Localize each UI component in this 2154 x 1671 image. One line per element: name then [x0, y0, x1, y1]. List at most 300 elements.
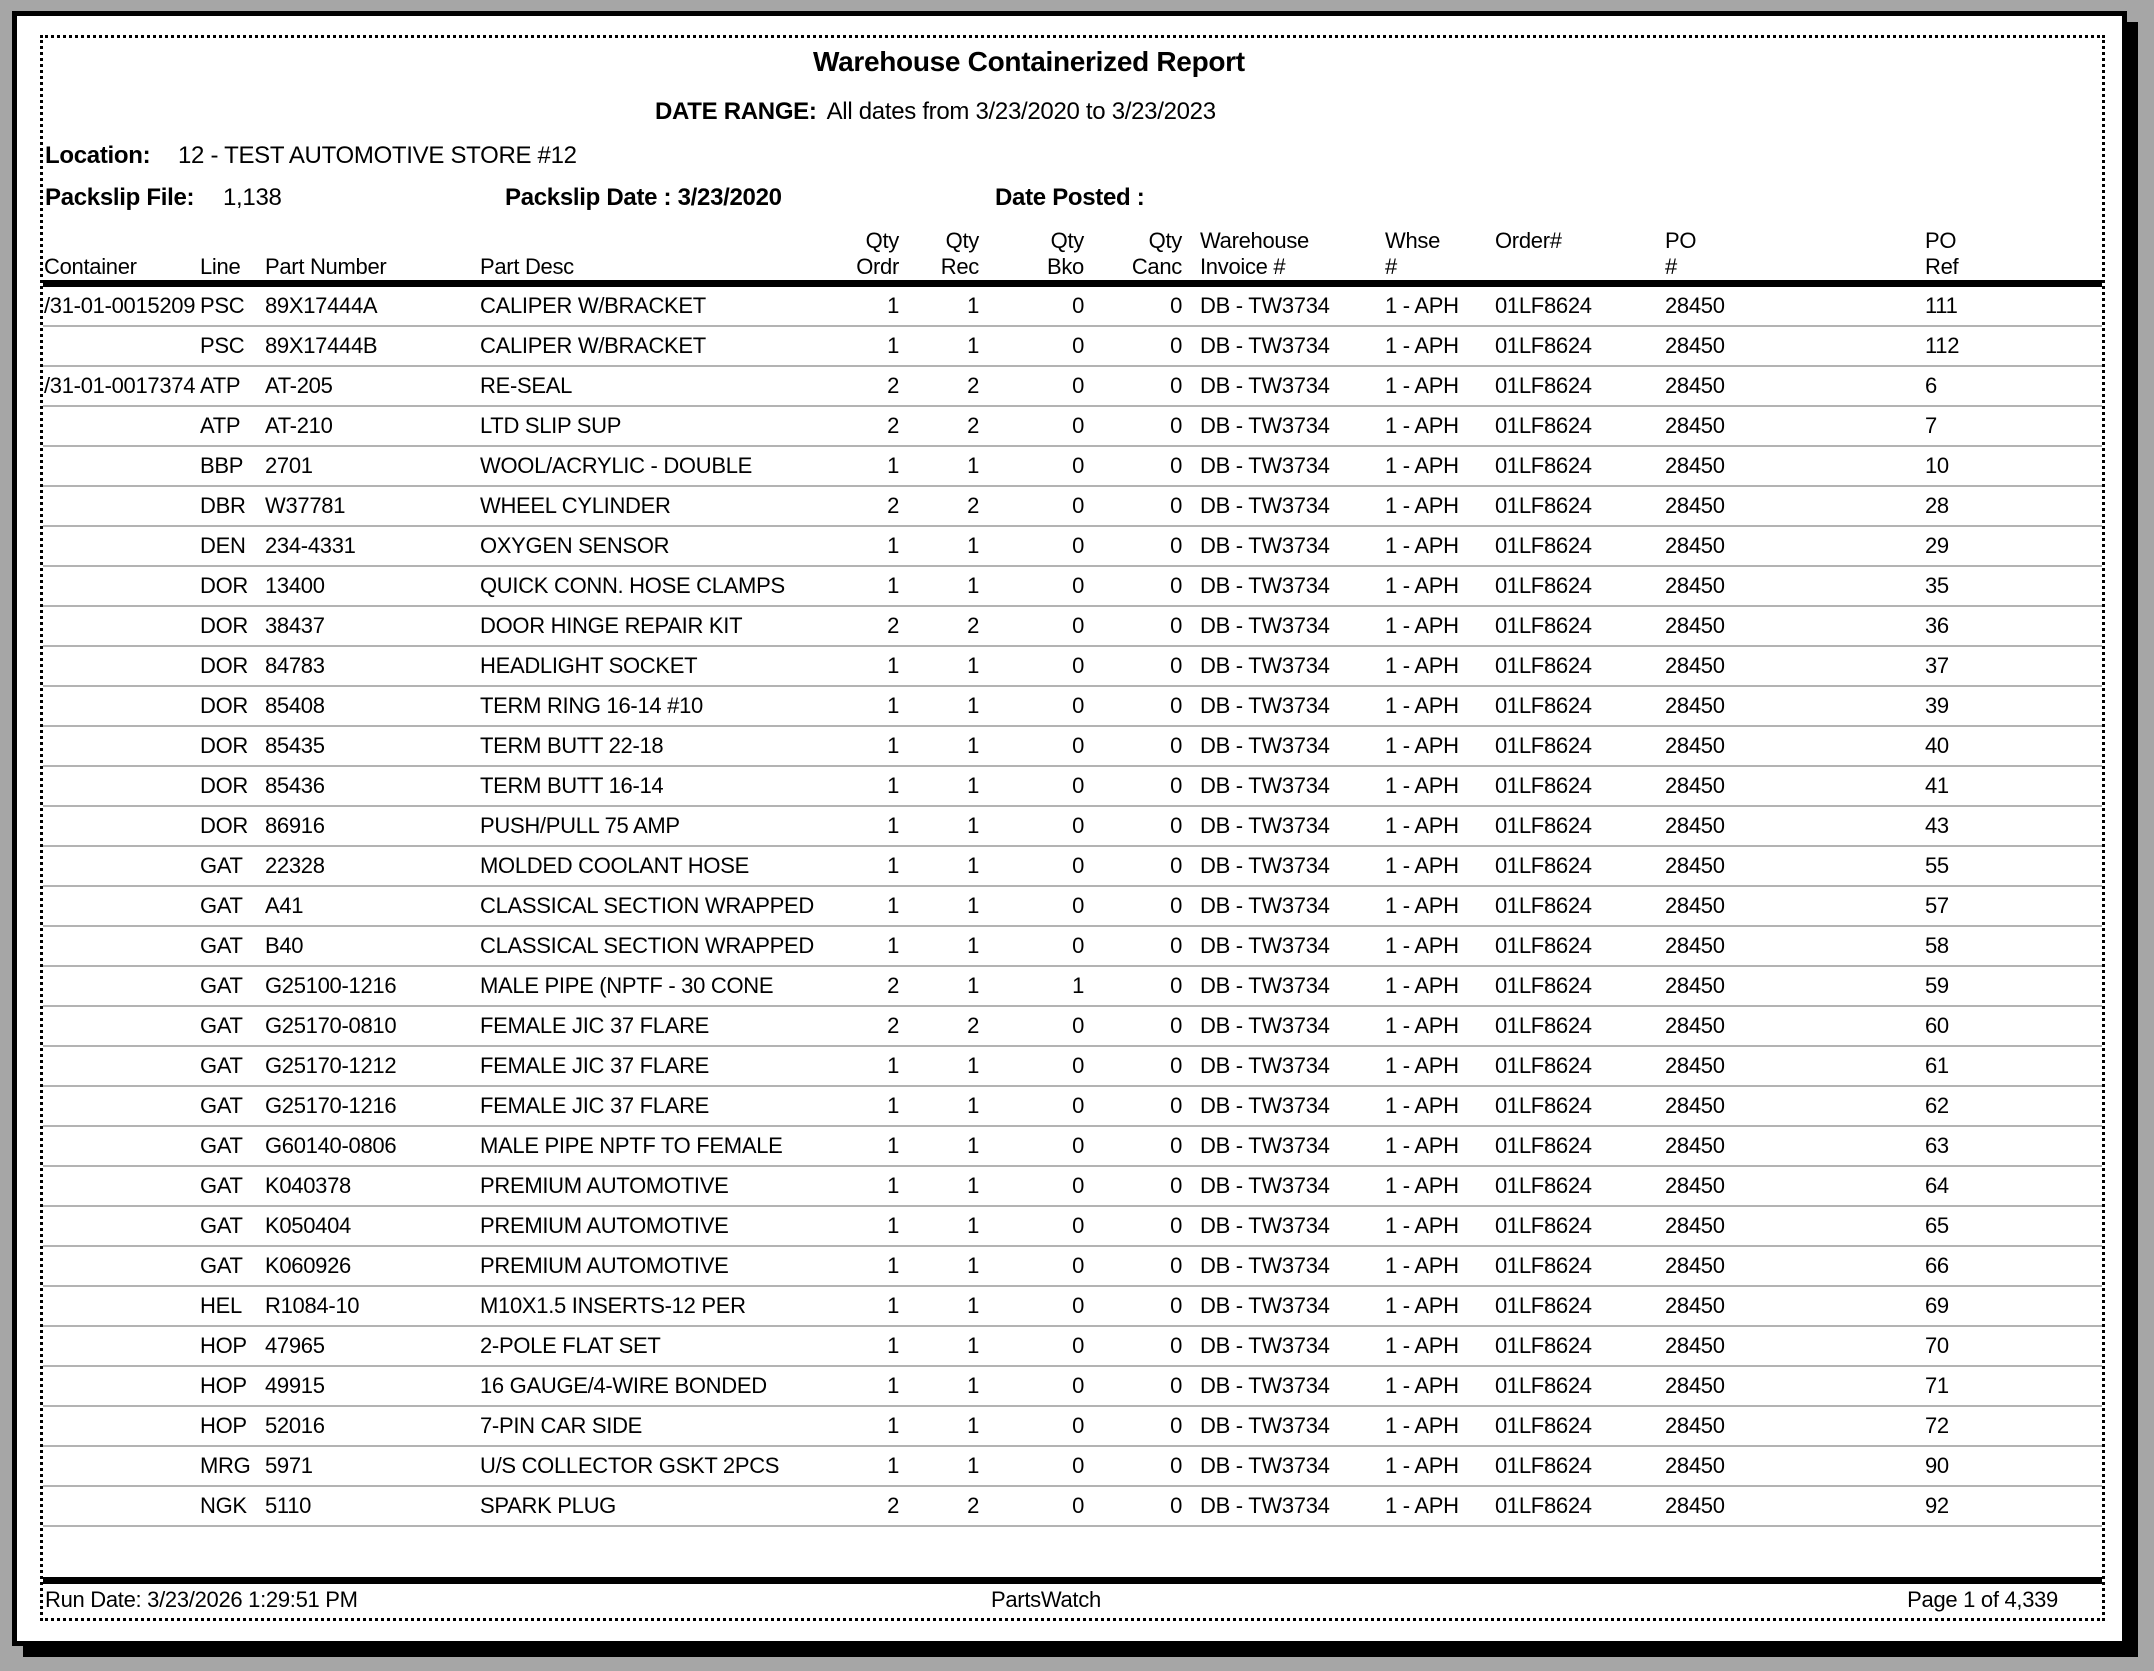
column-header-6: Qty Bko [1046, 228, 1084, 279]
cell-qty-canc: 0 [1170, 1413, 1182, 1438]
cell-po-ref: 36 [1925, 613, 1949, 638]
cell-part-desc: WOOL/ACRYLIC - DOUBLE [480, 453, 753, 478]
cell-invoice: DB - TW3734 [1200, 533, 1330, 558]
table-row [43, 486, 2102, 526]
cell-po: 28450 [1665, 573, 1725, 598]
cell-part-desc: TERM BUTT 22-18 [480, 733, 664, 758]
cell-order: 01LF8624 [1495, 973, 1592, 998]
cell-part-number: K040378 [265, 1173, 351, 1198]
cell-po: 28450 [1665, 693, 1725, 718]
cell-line: GAT [200, 1013, 243, 1038]
cell-qty-ordr: 1 [887, 1093, 899, 1118]
cell-part-desc: CALIPER W/BRACKET [480, 293, 706, 318]
cell-line: PSC [200, 293, 245, 318]
cell-part-number: AT-205 [265, 373, 333, 398]
cell-container [43, 926, 198, 966]
cell-part-desc: RE-SEAL [480, 373, 573, 398]
cell-order: 01LF8624 [1495, 773, 1592, 798]
cell-order: 01LF8624 [1495, 1253, 1592, 1278]
cell-part-number: AT-210 [265, 413, 333, 438]
packslip-file-label: Packslip File: [45, 184, 195, 211]
column-header-8: Warehouse Invoice # [1200, 228, 1309, 279]
cell-qty-bko: 0 [1072, 533, 1084, 558]
column-header-0: Container [44, 254, 137, 279]
cell-part-desc: 16 GAUGE/4-WIRE BONDED [480, 1373, 767, 1398]
column-header-11: PO # [1665, 228, 1697, 279]
cell-whse: 1 - APH [1385, 613, 1459, 638]
packslip-date-label: Packslip Date : 3/23/2020 [505, 184, 782, 211]
cell-po-ref: 57 [1925, 893, 1949, 918]
app-name: PartsWatch [991, 1587, 1101, 1612]
cell-qty-canc: 0 [1170, 653, 1182, 678]
date-range-label: DATE RANGE: [655, 98, 817, 125]
cell-line: GAT [200, 1173, 243, 1198]
cell-qty-bko: 0 [1072, 1053, 1084, 1078]
table-row [43, 766, 2102, 806]
cell-qty-bko: 0 [1072, 1453, 1084, 1478]
column-header-9: Whse # [1385, 228, 1441, 279]
cell-qty-rec: 1 [967, 1413, 979, 1438]
cell-qty-rec: 1 [967, 1093, 979, 1118]
cell-whse: 1 - APH [1385, 1093, 1459, 1118]
cell-qty-bko: 0 [1072, 693, 1084, 718]
table-row [43, 446, 2102, 486]
cell-order: 01LF8624 [1495, 653, 1592, 678]
cell-qty-ordr: 2 [887, 373, 899, 398]
cell-container [43, 1246, 198, 1286]
cell-po-ref: 6 [1925, 373, 1937, 398]
cell-po: 28450 [1665, 1133, 1725, 1158]
cell-part-number: B40 [265, 933, 304, 958]
cell-container [43, 486, 198, 526]
cell-qty-rec: 1 [967, 1053, 979, 1078]
cell-order: 01LF8624 [1495, 333, 1592, 358]
cell-invoice: DB - TW3734 [1200, 1413, 1330, 1438]
page-indicator: Page 1 of 4,339 [1907, 1587, 2058, 1612]
table-row [43, 366, 2102, 406]
cell-order: 01LF8624 [1495, 1453, 1592, 1478]
cell-part-number: 5110 [265, 1493, 312, 1518]
cell-qty-bko: 0 [1072, 1213, 1084, 1238]
cell-qty-rec: 2 [967, 493, 979, 518]
cell-whse: 1 - APH [1385, 413, 1459, 438]
cell-qty-rec: 1 [967, 333, 979, 358]
cell-po: 28450 [1665, 853, 1725, 878]
cell-invoice: DB - TW3734 [1200, 1333, 1330, 1358]
cell-po: 28450 [1665, 813, 1725, 838]
cell-whse: 1 - APH [1385, 893, 1459, 918]
cell-po: 28450 [1665, 1053, 1725, 1078]
cell-qty-bko: 0 [1072, 293, 1084, 318]
table-row [43, 1366, 2102, 1406]
cell-part-number: K050404 [265, 1213, 351, 1238]
cell-container [43, 886, 198, 926]
column-header-5: Qty Rec [940, 228, 979, 279]
cell-qty-rec: 1 [967, 1253, 979, 1278]
cell-invoice: DB - TW3734 [1200, 1453, 1330, 1478]
cell-container [43, 1166, 198, 1206]
cell-invoice: DB - TW3734 [1200, 1493, 1330, 1518]
cell-qty-ordr: 1 [887, 1293, 899, 1318]
table-row [43, 1006, 2102, 1046]
cell-part-number: 85408 [265, 693, 325, 718]
cell-whse: 1 - APH [1385, 453, 1459, 478]
cell-po-ref: 41 [1925, 773, 1949, 798]
cell-qty-canc: 0 [1170, 773, 1182, 798]
cell-container [43, 1086, 198, 1126]
cell-line: DOR [200, 813, 248, 838]
cell-order: 01LF8624 [1495, 1053, 1592, 1078]
cell-part-desc: FEMALE JIC 37 FLARE [480, 1093, 710, 1118]
cell-qty-bko: 0 [1072, 413, 1084, 438]
cell-qty-bko: 0 [1072, 1373, 1084, 1398]
cell-po-ref: 39 [1925, 693, 1949, 718]
cell-whse: 1 - APH [1385, 373, 1459, 398]
table-row [43, 606, 2102, 646]
cell-qty-rec: 1 [967, 533, 979, 558]
cell-qty-rec: 2 [967, 1013, 979, 1038]
cell-invoice: DB - TW3734 [1200, 413, 1330, 438]
cell-part-number: 86916 [265, 813, 325, 838]
cell-po: 28450 [1665, 1013, 1725, 1038]
cell-qty-bko: 0 [1072, 1013, 1084, 1038]
cell-qty-ordr: 1 [887, 293, 899, 318]
cell-qty-ordr: 1 [887, 1333, 899, 1358]
cell-part-desc: DOOR HINGE REPAIR KIT [480, 613, 743, 638]
cell-po: 28450 [1665, 413, 1725, 438]
cell-qty-canc: 0 [1170, 333, 1182, 358]
page-footer [43, 1587, 2102, 1613]
cell-part-number: 38437 [265, 613, 325, 638]
table-row [43, 1166, 2102, 1206]
cell-whse: 1 - APH [1385, 733, 1459, 758]
cell-whse: 1 - APH [1385, 573, 1459, 598]
cell-whse: 1 - APH [1385, 1293, 1459, 1318]
cell-line: GAT [200, 893, 243, 918]
cell-whse: 1 - APH [1385, 333, 1459, 358]
cell-po: 28450 [1665, 893, 1725, 918]
cell-qty-rec: 2 [967, 1493, 979, 1518]
cell-invoice: DB - TW3734 [1200, 573, 1330, 598]
cell-po-ref: 37 [1925, 653, 1949, 678]
cell-part-desc: MOLDED COOLANT HOSE [480, 853, 749, 878]
cell-line: GAT [200, 1093, 243, 1118]
cell-container [43, 1446, 198, 1486]
cell-part-number: 47965 [265, 1333, 325, 1358]
cell-order: 01LF8624 [1495, 933, 1592, 958]
cell-part-desc: CLASSICAL SECTION WRAPPED [480, 893, 814, 918]
cell-part-desc: HEADLIGHT SOCKET [480, 653, 698, 678]
cell-qty-bko: 0 [1072, 333, 1084, 358]
cell-line: GAT [200, 853, 243, 878]
cell-invoice: DB - TW3734 [1200, 493, 1330, 518]
cell-po-ref: 71 [1925, 1373, 1949, 1398]
cell-container: /31-01-0017374 [44, 373, 196, 398]
cell-invoice: DB - TW3734 [1200, 1173, 1330, 1198]
cell-qty-rec: 1 [967, 1293, 979, 1318]
cell-po: 28450 [1665, 773, 1725, 798]
cell-qty-ordr: 1 [887, 1453, 899, 1478]
cell-container [43, 1286, 198, 1326]
cell-qty-bko: 0 [1072, 453, 1084, 478]
cell-order: 01LF8624 [1495, 893, 1592, 918]
cell-order: 01LF8624 [1495, 813, 1592, 838]
cell-invoice: DB - TW3734 [1200, 973, 1330, 998]
cell-invoice: DB - TW3734 [1200, 773, 1330, 798]
cell-qty-canc: 0 [1170, 893, 1182, 918]
cell-line: NGK [200, 1493, 247, 1518]
cell-po: 28450 [1665, 1293, 1725, 1318]
table-row [43, 284, 2102, 327]
cell-invoice: DB - TW3734 [1200, 1293, 1330, 1318]
cell-order: 01LF8624 [1495, 733, 1592, 758]
cell-part-number: G60140-0806 [265, 1133, 397, 1158]
cell-container [43, 1006, 198, 1046]
cell-invoice: DB - TW3734 [1200, 1213, 1330, 1238]
cell-po-ref: 40 [1925, 733, 1949, 758]
cell-qty-canc: 0 [1170, 613, 1182, 638]
cell-qty-bko: 0 [1072, 813, 1084, 838]
cell-po-ref: 63 [1925, 1133, 1949, 1158]
cell-whse: 1 - APH [1385, 1333, 1459, 1358]
cell-po-ref: 55 [1925, 853, 1949, 878]
cell-part-number: 52016 [265, 1413, 325, 1438]
cell-line: HEL [200, 1293, 242, 1318]
cell-qty-canc: 0 [1170, 1293, 1182, 1318]
cell-po: 28450 [1665, 1173, 1725, 1198]
cell-whse: 1 - APH [1385, 533, 1459, 558]
cell-order: 01LF8624 [1495, 1293, 1592, 1318]
cell-qty-canc: 0 [1170, 813, 1182, 838]
cell-line: BBP [200, 453, 244, 478]
cell-line: PSC [200, 333, 245, 358]
column-header-2: Part Number [265, 254, 387, 279]
table-row [43, 1286, 2102, 1326]
cell-qty-canc: 0 [1170, 1013, 1182, 1038]
cell-container [43, 526, 198, 566]
cell-container [43, 446, 198, 486]
cell-order: 01LF8624 [1495, 573, 1592, 598]
cell-qty-rec: 1 [967, 1173, 979, 1198]
cell-qty-rec: 1 [967, 573, 979, 598]
cell-qty-ordr: 1 [887, 1413, 899, 1438]
cell-invoice: DB - TW3734 [1200, 653, 1330, 678]
cell-qty-canc: 0 [1170, 453, 1182, 478]
cell-po-ref: 69 [1925, 1293, 1949, 1318]
cell-part-desc: 2-POLE FLAT SET [480, 1333, 661, 1358]
cell-qty-rec: 1 [967, 933, 979, 958]
cell-whse: 1 - APH [1385, 1493, 1459, 1518]
cell-line: GAT [200, 1213, 243, 1238]
cell-po: 28450 [1665, 933, 1725, 958]
cell-po-ref: 61 [1925, 1053, 1949, 1078]
cell-whse: 1 - APH [1385, 973, 1459, 998]
cell-line: MRG [200, 1453, 251, 1478]
table-row [43, 1326, 2102, 1366]
cell-order: 01LF8624 [1495, 1373, 1592, 1398]
column-header-3: Part Desc [480, 254, 574, 279]
cell-container [43, 1326, 198, 1366]
cell-qty-ordr: 1 [887, 1253, 899, 1278]
cell-qty-ordr: 1 [887, 533, 899, 558]
cell-order: 01LF8624 [1495, 1093, 1592, 1118]
report-page [40, 35, 2105, 1621]
cell-whse: 1 - APH [1385, 1173, 1459, 1198]
cell-container [43, 1046, 198, 1086]
cell-line: GAT [200, 1133, 243, 1158]
cell-part-number: 234-4331 [265, 533, 356, 558]
cell-po: 28450 [1665, 1493, 1725, 1518]
cell-invoice: DB - TW3734 [1200, 373, 1330, 398]
table-row [43, 326, 2102, 366]
cell-line: DOR [200, 733, 248, 758]
table-row [43, 886, 2102, 926]
cell-whse: 1 - APH [1385, 1053, 1459, 1078]
cell-part-desc: PREMIUM AUTOMOTIVE [480, 1253, 729, 1278]
cell-invoice: DB - TW3734 [1200, 1253, 1330, 1278]
cell-qty-canc: 0 [1170, 1493, 1182, 1518]
cell-qty-canc: 0 [1170, 1213, 1182, 1238]
packslip-file-value: 1,138 [223, 184, 282, 211]
cell-invoice: DB - TW3734 [1200, 333, 1330, 358]
column-header-12: PO Ref [1925, 228, 1959, 279]
cell-qty-rec: 1 [967, 453, 979, 478]
cell-qty-ordr: 2 [887, 1013, 899, 1038]
cell-invoice: DB - TW3734 [1200, 933, 1330, 958]
cell-qty-ordr: 1 [887, 653, 899, 678]
cell-invoice: DB - TW3734 [1200, 693, 1330, 718]
cell-po: 28450 [1665, 293, 1725, 318]
table-row [43, 1126, 2102, 1166]
report-title: Warehouse Containerized Report [813, 46, 1245, 77]
cell-po-ref: 72 [1925, 1413, 1949, 1438]
cell-order: 01LF8624 [1495, 533, 1592, 558]
cell-po: 28450 [1665, 1213, 1725, 1238]
cell-qty-ordr: 1 [887, 333, 899, 358]
cell-qty-canc: 0 [1170, 933, 1182, 958]
cell-po: 28450 [1665, 1413, 1725, 1438]
cell-order: 01LF8624 [1495, 853, 1592, 878]
cell-qty-ordr: 2 [887, 493, 899, 518]
cell-invoice: DB - TW3734 [1200, 1053, 1330, 1078]
cell-qty-bko: 0 [1072, 933, 1084, 958]
cell-qty-ordr: 1 [887, 733, 899, 758]
table-row [43, 966, 2102, 1006]
cell-qty-ordr: 1 [887, 893, 899, 918]
cell-invoice: DB - TW3734 [1200, 1133, 1330, 1158]
cell-order: 01LF8624 [1495, 293, 1592, 318]
cell-qty-canc: 0 [1170, 693, 1182, 718]
cell-po-ref: 111 [1925, 293, 1958, 318]
cell-qty-rec: 1 [967, 1373, 979, 1398]
cell-qty-bko: 0 [1072, 733, 1084, 758]
cell-qty-canc: 0 [1170, 1253, 1182, 1278]
cell-po-ref: 7 [1925, 413, 1937, 438]
cell-qty-rec: 1 [967, 1133, 979, 1158]
cell-part-number: 22328 [265, 853, 325, 878]
cell-invoice: DB - TW3734 [1200, 613, 1330, 638]
cell-qty-bko: 0 [1072, 613, 1084, 638]
cell-qty-bko: 0 [1072, 1253, 1084, 1278]
cell-order: 01LF8624 [1495, 1413, 1592, 1438]
cell-line: GAT [200, 973, 243, 998]
cell-po-ref: 60 [1925, 1013, 1949, 1038]
cell-qty-canc: 0 [1170, 1053, 1182, 1078]
cell-container [43, 846, 198, 886]
cell-qty-canc: 0 [1170, 1133, 1182, 1158]
cell-part-number: 49915 [265, 1373, 325, 1398]
table-row [43, 526, 2102, 566]
table-row [43, 1086, 2102, 1126]
cell-whse: 1 - APH [1385, 1013, 1459, 1038]
column-header-1: Line [200, 254, 241, 279]
cell-qty-rec: 1 [967, 893, 979, 918]
cell-po-ref: 62 [1925, 1093, 1949, 1118]
cell-qty-canc: 0 [1170, 1373, 1182, 1398]
cell-invoice: DB - TW3734 [1200, 293, 1330, 318]
cell-line: DOR [200, 653, 248, 678]
cell-qty-bko: 0 [1072, 1293, 1084, 1318]
cell-qty-ordr: 1 [887, 933, 899, 958]
report-viewer-window [12, 11, 2127, 1646]
cell-po: 28450 [1665, 493, 1725, 518]
cell-qty-bko: 0 [1072, 373, 1084, 398]
cell-part-desc: FEMALE JIC 37 FLARE [480, 1053, 710, 1078]
cell-whse: 1 - APH [1385, 293, 1459, 318]
cell-qty-canc: 0 [1170, 1173, 1182, 1198]
cell-part-number: G25100-1216 [265, 973, 397, 998]
cell-part-number: A41 [265, 893, 304, 918]
cell-qty-bko: 0 [1072, 1413, 1084, 1438]
cell-po-ref: 90 [1925, 1453, 1949, 1478]
cell-qty-canc: 0 [1170, 293, 1182, 318]
cell-line: DEN [200, 533, 246, 558]
cell-po: 28450 [1665, 373, 1725, 398]
cell-container [43, 686, 198, 726]
cell-qty-ordr: 2 [887, 413, 899, 438]
cell-line: ATP [200, 413, 241, 438]
cell-po-ref: 70 [1925, 1333, 1949, 1358]
cell-part-desc: CALIPER W/BRACKET [480, 333, 706, 358]
cell-po: 28450 [1665, 1333, 1725, 1358]
cell-po: 28450 [1665, 1453, 1725, 1478]
cell-order: 01LF8624 [1495, 493, 1592, 518]
cell-line: HOP [200, 1333, 247, 1358]
table-row [43, 566, 2102, 606]
cell-container [43, 726, 198, 766]
cell-line: HOP [200, 1413, 247, 1438]
cell-part-number: 84783 [265, 653, 325, 678]
column-header-4: Qty Ordr [856, 228, 899, 279]
cell-container [43, 1126, 198, 1166]
cell-part-number: 13400 [265, 573, 325, 598]
cell-qty-bko: 0 [1072, 653, 1084, 678]
cell-invoice: DB - TW3734 [1200, 853, 1330, 878]
footer-rule [43, 1577, 2102, 1584]
cell-order: 01LF8624 [1495, 1013, 1592, 1038]
cell-invoice: DB - TW3734 [1200, 733, 1330, 758]
cell-part-desc: WHEEL CYLINDER [480, 493, 671, 518]
report-table [43, 228, 2102, 1527]
cell-qty-ordr: 1 [887, 1133, 899, 1158]
cell-order: 01LF8624 [1495, 1213, 1592, 1238]
cell-whse: 1 - APH [1385, 853, 1459, 878]
cell-part-desc: FEMALE JIC 37 FLARE [480, 1013, 710, 1038]
cell-container [43, 766, 198, 806]
cell-container [43, 966, 198, 1006]
table-row [43, 1046, 2102, 1086]
cell-qty-bko: 0 [1072, 573, 1084, 598]
